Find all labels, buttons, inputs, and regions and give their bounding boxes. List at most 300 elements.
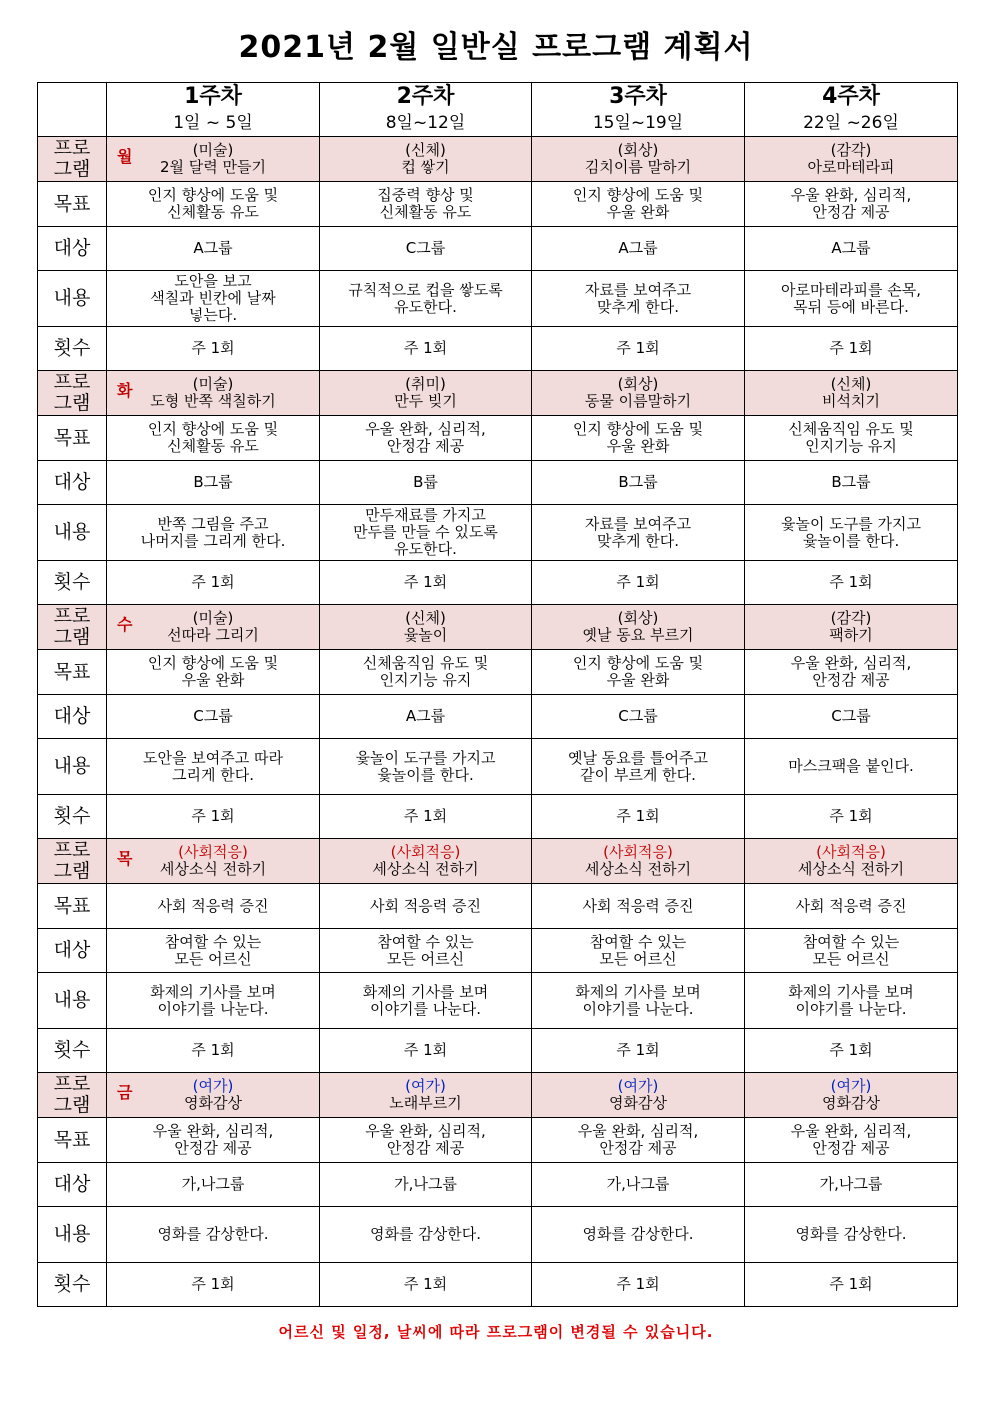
program-cell: [532, 371, 745, 416]
program-activity: 컵 쌓기: [401, 158, 450, 176]
program-category: (사회적응): [816, 843, 886, 861]
program-cell: [745, 137, 958, 182]
cell-line: 도안을 보고: [174, 272, 252, 290]
program-activity: 김치이름 말하기: [584, 158, 692, 176]
goal-row: [38, 416, 958, 461]
program-category: (회상): [617, 141, 659, 159]
program-activity: 세상소식 전하기: [159, 860, 267, 878]
goal-row: [38, 1118, 958, 1163]
cell-line: 우울 완화, 심리적,: [365, 420, 486, 438]
cell-line: 우울 완화, 심리적,: [790, 654, 912, 672]
cell-line: 사회 적응력 증진: [795, 896, 907, 915]
program-activity: 동물 이름말하기: [584, 392, 692, 410]
target-cell: A그룹: [320, 695, 532, 739]
cell-line: 안정감 제공: [386, 437, 465, 455]
program-cell: [320, 371, 532, 416]
cell-line: 영화를 감상한다.: [795, 1225, 907, 1243]
week-header: [320, 83, 532, 137]
goal-cell: [745, 182, 958, 227]
frequency-cell: 주 1회: [745, 327, 958, 371]
row-label-content: 내용: [38, 1207, 107, 1263]
program-category: (사회적응): [178, 843, 248, 861]
program-activity: 세상소식 전하기: [797, 860, 905, 878]
content-row: [38, 271, 958, 327]
target-row: [38, 1163, 958, 1207]
cell-line: 도안을 보여주고 따라: [143, 748, 283, 767]
target-cell: 가,나그룹: [107, 1163, 320, 1207]
cell-line: 신체활동 유도: [167, 203, 259, 221]
cell-line: 만두재료를 가지고: [365, 506, 486, 524]
frequency-cell: 주 1회: [320, 1029, 532, 1073]
cell-line: 화제의 기사를 보며: [788, 982, 914, 1001]
program-row: [38, 1073, 958, 1118]
cell-line: 우울 완화: [606, 437, 670, 455]
program-category: (여가): [830, 1077, 872, 1095]
cell-line: 우울 완화, 심리적,: [152, 1122, 274, 1140]
content-cell: [532, 973, 745, 1029]
cell-line: 안정감 제공: [174, 1139, 252, 1157]
frequency-cell: 주 1회: [107, 1263, 320, 1307]
cell-line: 이야기를 나눈다.: [370, 999, 481, 1018]
label-line: 프로: [53, 1073, 91, 1095]
content-cell: [107, 1207, 320, 1263]
frequency-cell: 주 1회: [532, 561, 745, 605]
cell-line: 아로마테라피를 손목,: [781, 280, 921, 299]
program-cell: [320, 605, 532, 650]
cell-line: 넣는다.: [188, 306, 238, 324]
target-cell: 가,나그룹: [532, 1163, 745, 1207]
program-activity: 선따라 그리기: [167, 626, 259, 644]
program-activity: 세상소식 전하기: [584, 860, 692, 878]
cell-line: 이야기를 나눈다.: [157, 999, 269, 1018]
row-label-frequency: 횟수: [38, 327, 107, 371]
program-cell: [745, 605, 958, 650]
row-label-target: 대상: [38, 695, 107, 739]
target-cell: A그룹: [532, 227, 745, 271]
cell-line: 모든 어르신: [386, 949, 465, 968]
goal-row: [38, 182, 958, 227]
target-cell: B그룹: [107, 461, 320, 505]
goal-cell: [320, 650, 532, 695]
cell-line: 규칙적으로 컵을 쌓도록: [348, 280, 503, 299]
week-dates: 8일~12일: [385, 112, 466, 133]
goal-cell: [532, 1118, 745, 1163]
cell-line: 모든 어르신: [599, 949, 677, 968]
header-row: [38, 83, 958, 137]
day-tag: 목: [117, 849, 133, 868]
frequency-row: [38, 1263, 958, 1307]
row-label-content: 내용: [38, 505, 107, 561]
row-label-content: 내용: [38, 271, 107, 327]
program-cell: [532, 605, 745, 650]
target-row: [38, 461, 958, 505]
goal-cell: [107, 884, 320, 929]
day-tag: 화: [117, 381, 133, 400]
cell-line: 인지 향상에 도움 및: [572, 654, 704, 672]
program-activity: 2월 달력 만들기: [159, 158, 267, 176]
content-cell: [745, 271, 958, 327]
content-cell: [532, 739, 745, 795]
frequency-cell: 주 1회: [320, 327, 532, 371]
content-cell: [745, 739, 958, 795]
goal-cell: [107, 416, 320, 461]
week-label: 2주차: [396, 83, 455, 109]
program-category: (미술): [192, 375, 234, 393]
week-header: [532, 83, 745, 137]
content-cell: [107, 739, 320, 795]
cell-line: 자료를 보여주고: [584, 280, 692, 299]
goal-row: [38, 650, 958, 695]
frequency-cell: 주 1회: [320, 1263, 532, 1307]
goal-cell: [320, 182, 532, 227]
content-row: [38, 1207, 958, 1263]
cell-line: 사회 적응력 증진: [157, 896, 269, 915]
program-activity: 팩하기: [829, 626, 873, 644]
program-category: (신체): [405, 609, 446, 627]
target-cell: A그룹: [745, 227, 958, 271]
content-cell: [320, 505, 532, 561]
content-row: [38, 739, 958, 795]
cell-line: 맞추게 한다.: [597, 297, 679, 316]
target-row: [38, 695, 958, 739]
program-category: (신체): [830, 375, 872, 393]
label-line: 프로: [53, 605, 91, 627]
row-label-frequency: 횟수: [38, 1263, 107, 1307]
content-cell: [107, 271, 320, 327]
goal-cell: [320, 884, 532, 929]
frequency-cell: 주 1회: [745, 1029, 958, 1073]
cell-line: 화제의 기사를 보며: [575, 982, 701, 1001]
program-category: (회상): [617, 609, 659, 627]
program-activity: 옛날 동요 부르기: [582, 626, 694, 644]
goal-cell: [532, 416, 745, 461]
frequency-row: [38, 1029, 958, 1073]
program-cell: [532, 839, 745, 884]
program-cell: [532, 1073, 745, 1118]
cell-line: 색칠과 빈칸에 날짜: [150, 289, 276, 307]
cell-line: 참여할 수 있는: [589, 932, 687, 951]
row-label-target: 대상: [38, 461, 107, 505]
cell-line: 영화를 감상한다.: [157, 1225, 269, 1243]
schedule-change-note: 어르신 및 일정, 날씨에 따라 프로그램이 변경될 수 있습니다.: [278, 1323, 714, 1341]
row-label-frequency: 횟수: [38, 795, 107, 839]
program-activity: 영화감상: [184, 1094, 242, 1112]
program-cell: [320, 137, 532, 182]
row-label-frequency: 횟수: [38, 561, 107, 605]
frequency-cell: 주 1회: [745, 795, 958, 839]
row-label-program: [38, 137, 107, 182]
row-label-target: 대상: [38, 1163, 107, 1207]
corner-cell: [38, 83, 107, 137]
program-activity: 아로마테라피: [807, 158, 895, 176]
cell-line: 우울 완화: [606, 671, 670, 689]
cell-line: 신체움직임 유도 및: [788, 420, 914, 438]
content-cell: [320, 1207, 532, 1263]
target-cell: [745, 929, 958, 973]
content-cell: [745, 1207, 958, 1263]
cell-line: 옛날 동요를 틀어주고: [568, 748, 708, 767]
program-category: (미술): [192, 609, 234, 627]
row-label-content: 내용: [38, 739, 107, 795]
cell-line: 안정감 제공: [599, 1139, 677, 1157]
cell-line: 인지기능 유지: [805, 437, 897, 455]
goal-cell: [532, 182, 745, 227]
label-line: 프로: [53, 839, 91, 861]
row-label-program: [38, 1073, 107, 1118]
content-cell: [320, 973, 532, 1029]
label-line: 그램: [53, 392, 91, 414]
program-activity: 도형 반쪽 색칠하기: [150, 392, 276, 410]
label-line: 프로: [53, 371, 91, 393]
target-cell: 가,나그룹: [745, 1163, 958, 1207]
program-cell: [320, 839, 532, 884]
cell-line: 우울 완화, 심리적,: [365, 1122, 486, 1140]
program-activity: 영화감상: [609, 1094, 667, 1112]
program-row: [38, 605, 958, 650]
program-category: (회상): [617, 375, 659, 393]
row-label-program: [38, 371, 107, 416]
cell-line: 인지 향상에 도움 및: [572, 186, 704, 204]
row-label-goal: 목표: [38, 416, 107, 461]
frequency-cell: 주 1회: [532, 795, 745, 839]
cell-line: 안정감 제공: [812, 203, 890, 221]
target-cell: 가,나그룹: [320, 1163, 532, 1207]
week-dates: 15일~19일: [592, 112, 684, 133]
day-tag: 수: [117, 615, 133, 634]
target-row: [38, 227, 958, 271]
cell-line: 우울 완화: [606, 203, 670, 221]
program-cell: [745, 839, 958, 884]
frequency-cell: 주 1회: [107, 1029, 320, 1073]
goal-cell: [320, 1118, 532, 1163]
program-cell: [107, 371, 320, 416]
label-line: 그램: [53, 626, 91, 648]
frequency-cell: 주 1회: [107, 561, 320, 605]
program-row: [38, 371, 958, 416]
frequency-cell: 주 1회: [745, 1263, 958, 1307]
frequency-row: [38, 795, 958, 839]
page-title: 2021년 2월 일반실 프로그램 계획서: [238, 30, 754, 65]
content-cell: [107, 973, 320, 1029]
target-cell: C그룹: [532, 695, 745, 739]
program-plan-table: [37, 82, 958, 1307]
content-cell: [532, 505, 745, 561]
cell-line: 우울 완화, 심리적,: [577, 1122, 699, 1140]
frequency-cell: 주 1회: [320, 561, 532, 605]
target-cell: C그룹: [745, 695, 958, 739]
target-cell: C그룹: [320, 227, 532, 271]
cell-line: 영화를 감상한다.: [370, 1225, 481, 1243]
frequency-cell: 주 1회: [532, 327, 745, 371]
program-cell: [107, 839, 320, 884]
week-label: 3주차: [609, 83, 667, 109]
goal-cell: [320, 416, 532, 461]
program-cell: [320, 1073, 532, 1118]
cell-line: 안정감 제공: [386, 1139, 465, 1157]
cell-line: 인지 향상에 도움 및: [147, 420, 279, 438]
target-cell: [532, 929, 745, 973]
cell-line: 우울 완화, 심리적,: [790, 186, 912, 204]
row-label-goal: 목표: [38, 182, 107, 227]
content-cell: [107, 505, 320, 561]
program-activity: 노래부르기: [389, 1094, 462, 1112]
week-header: [107, 83, 320, 137]
cell-line: 안정감 제공: [812, 1139, 890, 1157]
program-cell: [107, 605, 320, 650]
target-cell: A그룹: [107, 227, 320, 271]
row-label-program: [38, 605, 107, 650]
cell-line: 안정감 제공: [812, 671, 890, 689]
target-row: [38, 929, 958, 973]
program-row: [38, 137, 958, 182]
row-label-content: 내용: [38, 973, 107, 1029]
frequency-cell: 주 1회: [320, 795, 532, 839]
cell-line: 인지 향상에 도움 및: [147, 654, 279, 672]
cell-line: 자료를 보여주고: [584, 514, 692, 533]
goal-cell: [107, 1118, 320, 1163]
content-cell: [745, 505, 958, 561]
cell-line: 모든 어르신: [174, 949, 252, 968]
day-tag: 월: [117, 147, 133, 166]
frequency-cell: 주 1회: [532, 1263, 745, 1307]
cell-line: 집중력 향상 및: [377, 186, 474, 204]
day-tag: 금: [117, 1083, 133, 1102]
cell-line: 신체활동 유도: [167, 437, 259, 455]
content-cell: [320, 739, 532, 795]
row-label-frequency: 횟수: [38, 1029, 107, 1073]
program-cell: [107, 137, 320, 182]
program-activity: 세상소식 전하기: [372, 860, 479, 878]
goal-cell: [745, 650, 958, 695]
cell-line: 신체움직임 유도 및: [362, 654, 489, 672]
cell-line: 유도한다.: [394, 297, 457, 316]
cell-line: 나머지를 그리게 한다.: [140, 531, 286, 550]
row-label-goal: 목표: [38, 650, 107, 695]
program-category: (사회적응): [390, 843, 461, 861]
goal-cell: [532, 884, 745, 929]
program-cell: [745, 371, 958, 416]
cell-line: 우울 완화: [181, 671, 245, 689]
program-activity: 비석치기: [822, 392, 880, 410]
cell-line: 모든 어르신: [812, 949, 890, 968]
target-cell: B그룹: [532, 461, 745, 505]
program-cell: [745, 1073, 958, 1118]
program-category: (감각): [830, 609, 872, 627]
goal-cell: [745, 416, 958, 461]
content-cell: [745, 973, 958, 1029]
cell-line: 그리게 한다.: [172, 765, 254, 784]
program-row: [38, 839, 958, 884]
program-category: (감각): [830, 141, 872, 159]
content-row: [38, 505, 958, 561]
goal-cell: [107, 182, 320, 227]
cell-line: 참여할 수 있는: [164, 932, 262, 951]
cell-line: 윷놀이를 한다.: [377, 765, 474, 784]
cell-line: 이야기를 나눈다.: [582, 999, 694, 1018]
target-cell: [320, 929, 532, 973]
label-line: 프로: [53, 137, 91, 159]
cell-line: 사회 적응력 증진: [370, 896, 481, 915]
frequency-cell: 주 1회: [532, 1029, 745, 1073]
week-label: 4주차: [822, 83, 880, 109]
cell-line: 인지 향상에 도움 및: [147, 186, 279, 204]
content-cell: [532, 271, 745, 327]
cell-line: 윷놀이 도구를 가지고: [781, 514, 921, 533]
cell-line: 같이 부르게 한다.: [580, 765, 696, 784]
cell-line: 인지기능 유지: [379, 671, 472, 689]
frequency-cell: 주 1회: [107, 327, 320, 371]
cell-line: 신체활동 유도: [379, 203, 472, 221]
cell-line: 참여할 수 있는: [802, 932, 900, 951]
cell-line: 이야기를 나눈다.: [795, 999, 907, 1018]
goal-cell: [532, 650, 745, 695]
frequency-row: [38, 561, 958, 605]
program-activity: 영화감상: [822, 1094, 880, 1112]
label-line: 그램: [53, 158, 91, 180]
cell-line: 윷놀이를 한다.: [802, 531, 900, 550]
target-cell: B그룹: [745, 461, 958, 505]
week-dates: 1일 ~ 5일: [173, 112, 253, 133]
goal-cell: [745, 884, 958, 929]
cell-line: 참여할 수 있는: [377, 932, 474, 951]
target-cell: [107, 929, 320, 973]
content-cell: [320, 271, 532, 327]
row-label-target: 대상: [38, 929, 107, 973]
cell-line: 인지 향상에 도움 및: [572, 420, 704, 438]
program-activity: 만두 빚기: [394, 392, 457, 410]
frequency-cell: 주 1회: [107, 795, 320, 839]
cell-line: 사회 적응력 증진: [582, 896, 694, 915]
program-category: (신체): [405, 141, 446, 159]
row-label-target: 대상: [38, 227, 107, 271]
cell-line: 유도한다.: [394, 540, 457, 558]
goal-cell: [745, 1118, 958, 1163]
cell-line: 만두를 만들 수 있도록: [353, 523, 498, 541]
cell-line: 반쪽 그림을 주고: [157, 514, 269, 533]
program-cell: [532, 137, 745, 182]
frequency-row: [38, 327, 958, 371]
label-line: 그램: [53, 860, 91, 882]
row-label-goal: 목표: [38, 1118, 107, 1163]
row-label-goal: 목표: [38, 884, 107, 929]
target-cell: C그룹: [107, 695, 320, 739]
program-category: (여가): [405, 1077, 446, 1095]
program-category: (여가): [617, 1077, 659, 1095]
week-dates: 22일 ~26일: [803, 112, 899, 133]
goal-row: [38, 884, 958, 929]
label-line: 그램: [53, 1094, 91, 1116]
frequency-cell: 주 1회: [745, 561, 958, 605]
content-cell: [532, 1207, 745, 1263]
goal-cell: [107, 650, 320, 695]
program-activity: 윷놀이: [403, 626, 448, 644]
row-label-program: [38, 839, 107, 884]
program-category: (사회적응): [603, 843, 673, 861]
week-label: 1주차: [184, 83, 242, 109]
program-category: (미술): [192, 141, 234, 159]
cell-line: 우울 완화, 심리적,: [790, 1122, 912, 1140]
cell-line: 윷놀이 도구를 가지고: [355, 748, 496, 767]
cell-line: 마스크팩을 붙인다.: [788, 757, 914, 775]
program-cell: [107, 1073, 320, 1118]
cell-line: 화제의 기사를 보며: [362, 982, 489, 1001]
week-header: [745, 83, 958, 137]
cell-line: 맞추게 한다.: [597, 531, 679, 550]
cell-line: 영화를 감상한다.: [582, 1225, 694, 1243]
program-category: (취미): [405, 375, 446, 393]
cell-line: 목뒤 등에 바른다.: [793, 297, 909, 316]
content-row: [38, 973, 958, 1029]
